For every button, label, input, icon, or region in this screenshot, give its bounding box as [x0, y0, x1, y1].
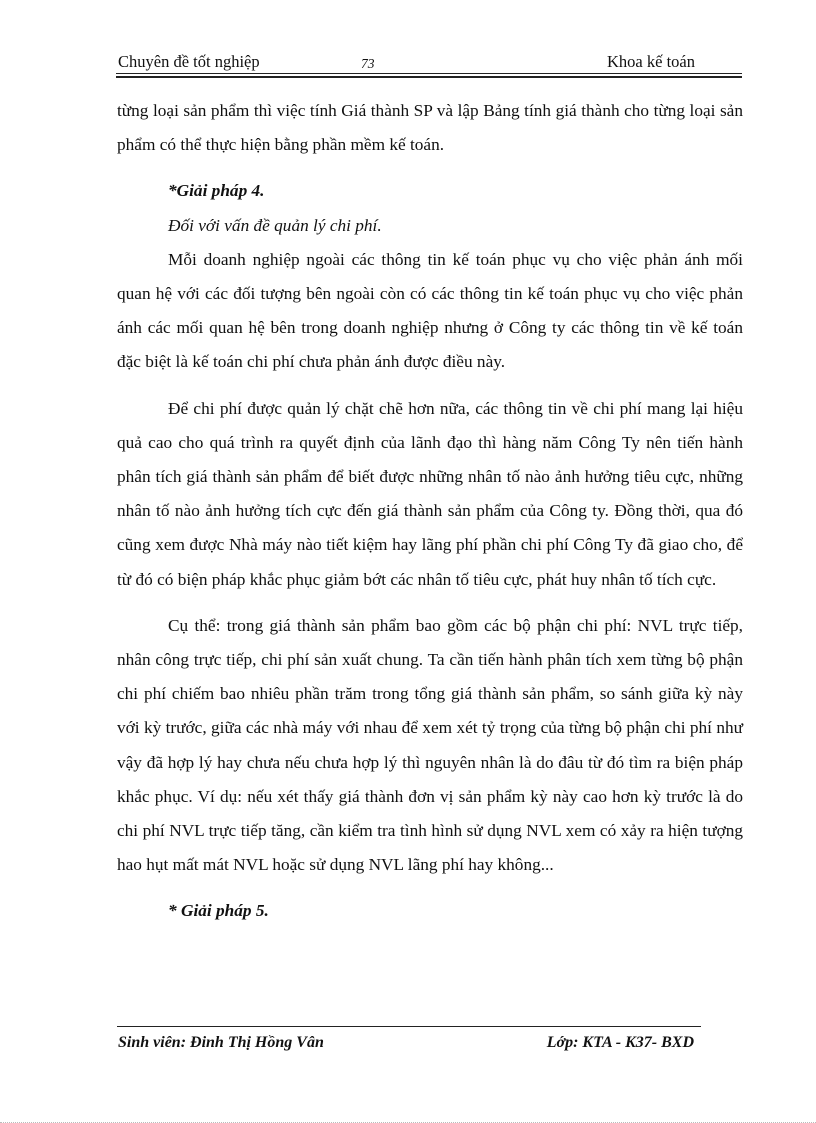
page-number: 73 [361, 56, 375, 71]
header-divider [116, 73, 742, 78]
paragraph-continuation: từng loại sản phẩm thì việc tính Giá thành SP và lập Bảng tính giá thành cho từng loại sản phẩm có thể thực hiện bằng phần mềm kế toán. [117, 101, 743, 155]
section-heading-solution-5: * Giải pháp 5. [168, 901, 269, 921]
header-department: Khoa kế toán [607, 52, 695, 71]
footer-divider [117, 1026, 701, 1027]
footer-student-name: Sinh viên: Đinh Thị Hồng Vân [118, 1034, 324, 1051]
header-title: Chuyên đề tốt nghiệp [118, 52, 260, 71]
section-heading-solution-4: *Giải pháp 4. [168, 181, 265, 201]
footer-class: Lớp: KTA - K37- BXD [546, 1034, 694, 1051]
paragraph-internal-info: Mỗi doanh nghiệp ngoài các thông tin kế toán phục vụ cho việc phản ánh mối quan hệ với các đối tượng bên ngoài còn có các thông tin kế toán phục vụ cho việc phản ánh các mối quan hệ bên trong doanh nghiệp nhưng ở Công ty các thông tin về kế toán đặc biệt là kế toán chi phí chưa phản ánh được điều này. [117, 249, 743, 372]
paragraph-cost-analysis: Để chi phí được quản lý chặt chẽ hơn nữa, các thông tin về chi phí mang lại hiệu quả cao cho quá trình ra quyết định của lãnh đạo thì hàng năm Công Ty nên tiến hành phân tích giá thành sản phẩm để biết được những nhân tố nào ảnh hưởng tiêu cực, những nhân tố nào ảnh hưởng tích cực đến giá thành sản phẩm của Công ty. Đồng thời, qua đó cũng xem được Nhà máy nào tiết kiệm hay lãng phí phần chi phí Công Ty đã giao cho, để từ đó có biện pháp khắc phục giảm bớt các nhân tố tiêu cực, phát huy nhân tố tích cực. [117, 398, 743, 589]
document-body [117, 94, 743, 929]
page-header [118, 52, 698, 74]
paragraph-cost-components: Cụ thể: trong giá thành sản phẩm bao gồm các bộ phận chi phí: NVL trực tiếp, nhân công trực tiếp, chi phí sản xuất chung. Ta cần tiến hành phân tích xem từng bộ phận chi phí chiếm bao nhiêu phần trăm trong tổng giá thành sản phẩm, so sánh giữa kỳ này với kỳ trước, giữa các nhà máy với nhau để xem xét tỷ trọng của từng bộ phận chi phí như vậy đã hợp lý hay chưa nếu chưa hợp lý thì nguyên nhân là do đâu từ đó tìm ra biện pháp khắc phục. Ví dụ: nếu xét thấy giá thành đơn vị sản phẩm kỳ này cao hơn kỳ trước là do chi phí NVL trực tiếp tăng, cần kiểm tra tình hình sử dụng NVL xem có xảy ra hiện tượng hao hụt mất mát NVL hoặc sử dụng NVL lãng phí hay không... [117, 615, 743, 875]
section-subheading-cost-management: Đối với vấn đề quản lý chi phí. [168, 215, 382, 235]
